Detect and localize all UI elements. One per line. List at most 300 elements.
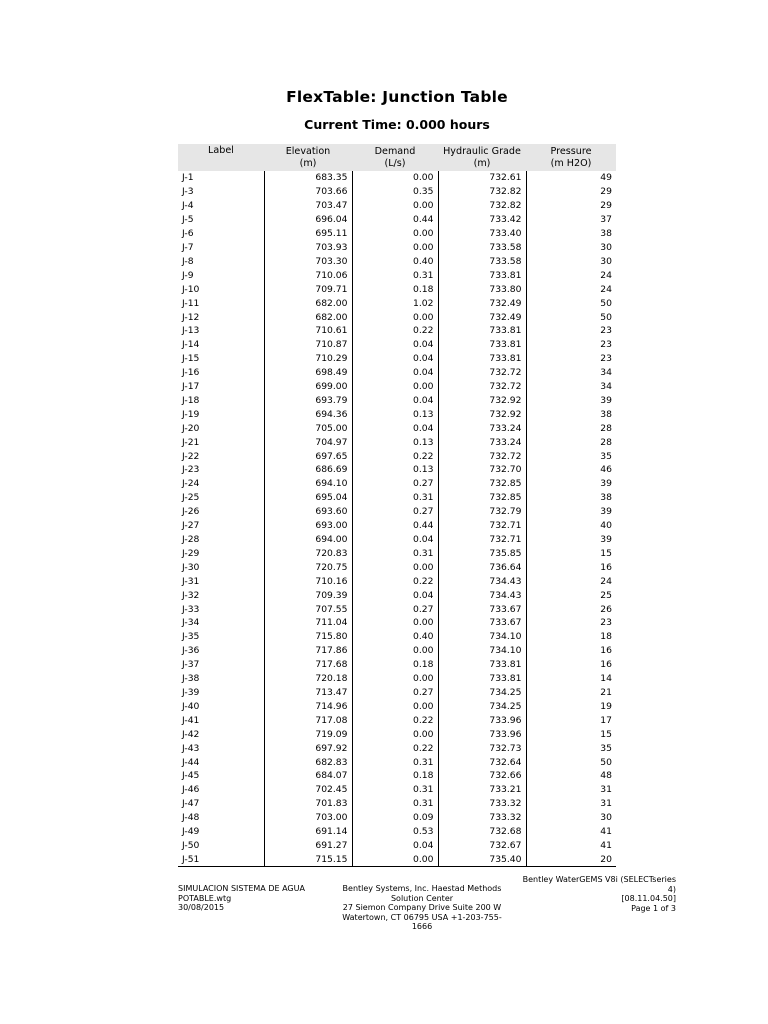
value-cell: 49 — [526, 171, 616, 185]
value-cell: 0.27 — [352, 477, 438, 491]
value-cell: 693.60 — [264, 505, 352, 519]
table-row — [178, 686, 616, 700]
junction-label-cell: J-19 — [182, 408, 200, 420]
value-cell: 703.00 — [264, 811, 352, 825]
value-cell: 0.40 — [352, 630, 438, 644]
table-row — [178, 421, 616, 435]
value-cell: 0.13 — [352, 463, 438, 477]
value-cell: 30 — [526, 254, 616, 268]
value-cell: 0.00 — [352, 560, 438, 574]
value-cell: 703.93 — [264, 241, 352, 255]
table-row — [178, 296, 616, 310]
junction-label-cell: J-15 — [182, 353, 200, 365]
value-cell: 28 — [526, 421, 616, 435]
table-row — [178, 380, 616, 394]
junction-label-cell: J-30 — [182, 561, 200, 573]
value-cell: 699.00 — [264, 380, 352, 394]
value-cell: 0.09 — [352, 811, 438, 825]
value-cell: 0.40 — [352, 254, 438, 268]
junction-label-cell: J-47 — [182, 798, 200, 810]
table-row — [178, 602, 616, 616]
junction-label-cell: J-6 — [182, 228, 194, 240]
junction-label-cell: J-29 — [182, 547, 200, 559]
value-cell: 29 — [526, 185, 616, 199]
value-cell: 701.83 — [264, 797, 352, 811]
table-row — [178, 811, 616, 825]
junction-label-cell: J-4 — [182, 200, 194, 212]
value-cell: 0.18 — [352, 769, 438, 783]
value-cell: 732.68 — [438, 825, 526, 839]
document-title: FlexTable: Junction Table — [286, 88, 508, 106]
value-cell: 713.47 — [264, 686, 352, 700]
junction-label-cell: J-27 — [182, 520, 200, 532]
value-cell: 40 — [526, 519, 616, 533]
junction-label-cell: J-5 — [182, 214, 194, 226]
value-cell: 0.04 — [352, 421, 438, 435]
junction-label-cell: J-11 — [182, 297, 200, 309]
value-cell: 710.61 — [264, 324, 352, 338]
value-cell: 732.64 — [438, 755, 526, 769]
value-cell: 733.32 — [438, 797, 526, 811]
value-cell: 29 — [526, 199, 616, 213]
value-cell: 732.66 — [438, 769, 526, 783]
value-cell: 705.00 — [264, 421, 352, 435]
value-cell: 0.44 — [352, 519, 438, 533]
value-cell: 694.10 — [264, 477, 352, 491]
junction-label-cell: J-22 — [182, 450, 200, 462]
value-cell: 696.04 — [264, 213, 352, 227]
value-cell: 732.61 — [438, 171, 526, 185]
value-cell: 26 — [526, 602, 616, 616]
value-cell: 0.04 — [352, 338, 438, 352]
table-row — [178, 839, 616, 853]
table-row — [178, 213, 616, 227]
junction-label-cell: J-43 — [182, 742, 200, 754]
footer-line: 30/08/2015 — [178, 903, 225, 913]
current-time-label: Current Time: 0.000 hours — [304, 117, 490, 132]
value-cell: 0.00 — [352, 616, 438, 630]
value-cell: 0.00 — [352, 852, 438, 866]
value-cell: 50 — [526, 296, 616, 310]
table-row — [178, 699, 616, 713]
table-row — [178, 407, 616, 421]
value-cell: 0.13 — [352, 435, 438, 449]
value-cell: 0.04 — [352, 366, 438, 380]
column-header-unit: (L/s) — [384, 157, 406, 169]
value-cell: 732.49 — [438, 296, 526, 310]
table-row — [178, 644, 616, 658]
value-cell: 735.85 — [438, 546, 526, 560]
junction-label-cell: J-7 — [182, 241, 194, 253]
table-row — [178, 282, 616, 296]
value-cell: 15 — [526, 727, 616, 741]
junction-label-cell: J-42 — [182, 728, 200, 740]
footer-line: Watertown, CT 06795 USA +1-203-755- — [342, 912, 502, 922]
value-cell: 0.22 — [352, 574, 438, 588]
value-cell: 711.04 — [264, 616, 352, 630]
table-row — [178, 352, 616, 366]
value-cell: 714.96 — [264, 699, 352, 713]
footer-software-info — [506, 875, 676, 913]
value-cell: 732.92 — [438, 394, 526, 408]
value-cell: 702.45 — [264, 783, 352, 797]
value-cell: 25 — [526, 588, 616, 602]
column-header — [526, 144, 616, 171]
value-cell: 732.70 — [438, 463, 526, 477]
table-row — [178, 741, 616, 755]
value-cell: 0.31 — [352, 546, 438, 560]
value-cell: 39 — [526, 505, 616, 519]
value-cell: 24 — [526, 268, 616, 282]
value-cell: 733.42 — [438, 213, 526, 227]
junction-table — [178, 144, 616, 867]
value-cell: 39 — [526, 394, 616, 408]
junction-label-cell: J-23 — [182, 464, 200, 476]
value-cell: 733.40 — [438, 227, 526, 241]
footer-line: SIMULACION SISTEMA DE AGUA — [178, 884, 305, 893]
junction-label-cell: J-14 — [182, 339, 200, 351]
value-cell: 720.83 — [264, 546, 352, 560]
table-row — [178, 755, 616, 769]
value-cell: 35 — [526, 449, 616, 463]
table-row — [178, 227, 616, 241]
value-cell: 733.96 — [438, 727, 526, 741]
value-cell: 31 — [526, 783, 616, 797]
value-cell: 732.82 — [438, 185, 526, 199]
junction-label-cell: J-48 — [182, 812, 200, 824]
value-cell: 710.29 — [264, 352, 352, 366]
value-cell: 734.10 — [438, 644, 526, 658]
junction-label-cell: J-25 — [182, 492, 200, 504]
table-row — [178, 241, 616, 255]
value-cell: 0.00 — [352, 310, 438, 324]
value-cell: 732.82 — [438, 199, 526, 213]
junction-label-cell: J-38 — [182, 673, 200, 685]
junction-label-cell: J-20 — [182, 422, 200, 434]
value-cell: 682.00 — [264, 296, 352, 310]
value-cell: 732.72 — [438, 366, 526, 380]
value-cell: 16 — [526, 644, 616, 658]
table-row — [178, 533, 616, 547]
value-cell: 0.53 — [352, 825, 438, 839]
value-cell: 0.31 — [352, 491, 438, 505]
value-cell: 691.14 — [264, 825, 352, 839]
value-cell: 0.00 — [352, 241, 438, 255]
value-cell: 50 — [526, 755, 616, 769]
value-cell: 0.04 — [352, 839, 438, 853]
value-cell: 695.04 — [264, 491, 352, 505]
value-cell: 733.58 — [438, 254, 526, 268]
value-cell: 0.31 — [352, 783, 438, 797]
value-cell: 30 — [526, 811, 616, 825]
value-cell: 48 — [526, 769, 616, 783]
junction-label-cell: J-3 — [182, 186, 194, 198]
junction-label-cell: J-8 — [182, 255, 194, 267]
value-cell: 18 — [526, 630, 616, 644]
footer-line: 27 Siemon Company Drive Suite 200 W — [342, 903, 502, 913]
value-cell: 30 — [526, 241, 616, 255]
value-cell: 717.86 — [264, 644, 352, 658]
junction-label-cell: J-39 — [182, 686, 200, 698]
value-cell: 715.15 — [264, 852, 352, 866]
value-cell: 710.87 — [264, 338, 352, 352]
value-cell: 46 — [526, 463, 616, 477]
value-cell: 732.72 — [438, 449, 526, 463]
table-row — [178, 616, 616, 630]
value-cell: 28 — [526, 435, 616, 449]
value-cell: 39 — [526, 477, 616, 491]
column-header-label: Hydraulic Grade — [443, 145, 521, 157]
value-cell: 709.39 — [264, 588, 352, 602]
value-cell: 683.35 — [264, 171, 352, 185]
table-header-row — [178, 144, 616, 171]
table-row — [178, 338, 616, 352]
junction-label-cell: J-24 — [182, 478, 200, 490]
junction-label-cell: J-34 — [182, 617, 200, 629]
value-cell: 682.00 — [264, 310, 352, 324]
value-cell: 732.92 — [438, 407, 526, 421]
footer-line: [08.11.04.50] — [621, 894, 676, 904]
value-cell: 0.00 — [352, 699, 438, 713]
value-cell: 23 — [526, 338, 616, 352]
value-cell: 710.16 — [264, 574, 352, 588]
junction-label-cell: J-18 — [182, 394, 200, 406]
table-row — [178, 199, 616, 213]
junction-label-cell: J-33 — [182, 603, 200, 615]
value-cell: 733.24 — [438, 421, 526, 435]
value-cell: 734.25 — [438, 686, 526, 700]
value-cell: 734.25 — [438, 699, 526, 713]
table-row — [178, 825, 616, 839]
value-cell: 41 — [526, 825, 616, 839]
value-cell: 717.68 — [264, 658, 352, 672]
value-cell: 732.85 — [438, 491, 526, 505]
value-cell: 694.00 — [264, 533, 352, 547]
junction-label-cell: J-37 — [182, 659, 200, 671]
value-cell: 709.71 — [264, 282, 352, 296]
junction-label-cell: J-13 — [182, 325, 200, 337]
value-cell: 41 — [526, 839, 616, 853]
value-cell: 736.64 — [438, 560, 526, 574]
value-cell: 733.81 — [438, 672, 526, 686]
junction-label-cell: J-28 — [182, 534, 200, 546]
table-row — [178, 394, 616, 408]
value-cell: 734.43 — [438, 588, 526, 602]
table-row — [178, 672, 616, 686]
value-cell: 0.00 — [352, 171, 438, 185]
value-cell: 733.81 — [438, 658, 526, 672]
column-header — [352, 144, 438, 171]
junction-label-cell: J-21 — [182, 436, 200, 448]
value-cell: 19 — [526, 699, 616, 713]
footer-line: POTABLE.wtg — [178, 893, 232, 903]
value-cell: 732.49 — [438, 310, 526, 324]
junction-label-cell: J-12 — [182, 311, 200, 323]
value-cell: 698.49 — [264, 366, 352, 380]
value-cell: 0.13 — [352, 407, 438, 421]
value-cell: 0.04 — [352, 588, 438, 602]
value-cell: 17 — [526, 713, 616, 727]
value-cell: 710.06 — [264, 268, 352, 282]
column-header-label: Label — [208, 145, 234, 156]
junction-label-cell: J-41 — [182, 714, 200, 726]
value-cell: 732.71 — [438, 533, 526, 547]
value-cell: 703.66 — [264, 185, 352, 199]
value-cell: 39 — [526, 533, 616, 547]
value-cell: 15 — [526, 546, 616, 560]
value-cell: 707.55 — [264, 602, 352, 616]
table-row — [178, 519, 616, 533]
junction-label-cell: J-35 — [182, 631, 200, 643]
column-header-unit: (m) — [473, 157, 491, 169]
table-row — [178, 727, 616, 741]
value-cell: 31 — [526, 797, 616, 811]
value-cell: 34 — [526, 380, 616, 394]
footer-line: 4) — [667, 884, 676, 894]
value-cell: 16 — [526, 658, 616, 672]
table-row — [178, 588, 616, 602]
table-row — [178, 185, 616, 199]
table-row — [178, 366, 616, 380]
value-cell: 715.80 — [264, 630, 352, 644]
value-cell: 703.30 — [264, 254, 352, 268]
value-cell: 733.21 — [438, 783, 526, 797]
value-cell: 0.22 — [352, 741, 438, 755]
value-cell: 686.69 — [264, 463, 352, 477]
value-cell: 734.10 — [438, 630, 526, 644]
value-cell: 733.24 — [438, 435, 526, 449]
value-cell: 733.58 — [438, 241, 526, 255]
table-row — [178, 630, 616, 644]
column-header — [178, 144, 264, 171]
table-row — [178, 324, 616, 338]
junction-label-cell: J-44 — [182, 756, 200, 768]
value-cell: 20 — [526, 852, 616, 866]
table-row — [178, 658, 616, 672]
value-cell: 38 — [526, 407, 616, 421]
footer-line: Bentley WaterGEMS V8i (SELECTseries — [522, 875, 676, 884]
value-cell: 732.79 — [438, 505, 526, 519]
value-cell: 0.00 — [352, 227, 438, 241]
table-body — [178, 171, 616, 867]
value-cell: 691.27 — [264, 839, 352, 853]
table-row — [178, 449, 616, 463]
value-cell: 0.22 — [352, 324, 438, 338]
value-cell: 733.81 — [438, 268, 526, 282]
value-cell: 0.04 — [352, 394, 438, 408]
table-row — [178, 171, 616, 185]
value-cell: 0.31 — [352, 268, 438, 282]
value-cell: 50 — [526, 310, 616, 324]
table-row — [178, 546, 616, 560]
junction-label-cell: J-10 — [182, 283, 200, 295]
value-cell: 0.00 — [352, 199, 438, 213]
value-cell: 704.97 — [264, 435, 352, 449]
value-cell: 732.85 — [438, 477, 526, 491]
table-row — [178, 310, 616, 324]
junction-label-cell: J-17 — [182, 381, 200, 393]
value-cell: 38 — [526, 491, 616, 505]
junction-label-cell: J-16 — [182, 367, 200, 379]
junction-label-cell: J-26 — [182, 506, 200, 518]
value-cell: 733.81 — [438, 324, 526, 338]
value-cell: 732.67 — [438, 839, 526, 853]
column-header — [438, 144, 526, 171]
table-row — [178, 477, 616, 491]
column-header-label: Pressure — [550, 145, 592, 157]
value-cell: 695.11 — [264, 227, 352, 241]
value-cell: 733.81 — [438, 352, 526, 366]
table-row — [178, 505, 616, 519]
footer-line: Solution Center — [390, 893, 454, 903]
value-cell: 21 — [526, 686, 616, 700]
table-row — [178, 852, 616, 866]
table-row — [178, 268, 616, 282]
value-cell: 693.79 — [264, 394, 352, 408]
value-cell: 0.31 — [352, 797, 438, 811]
junction-label-cell: J-36 — [182, 645, 200, 657]
table-row — [178, 463, 616, 477]
value-cell: 717.08 — [264, 713, 352, 727]
junction-label-cell: J-49 — [182, 826, 200, 838]
value-cell: 735.40 — [438, 852, 526, 866]
table-row — [178, 574, 616, 588]
column-header-unit: (m) — [299, 157, 317, 169]
value-cell: 16 — [526, 560, 616, 574]
footer-line: Page 1 of 3 — [631, 903, 676, 913]
value-cell: 733.32 — [438, 811, 526, 825]
value-cell: 697.65 — [264, 449, 352, 463]
value-cell: 0.00 — [352, 380, 438, 394]
junction-label-cell: J-46 — [182, 784, 200, 796]
value-cell: 0.27 — [352, 602, 438, 616]
table-row — [178, 769, 616, 783]
table-row — [178, 254, 616, 268]
value-cell: 732.72 — [438, 380, 526, 394]
value-cell: 35 — [526, 741, 616, 755]
value-cell: 733.81 — [438, 338, 526, 352]
table-row — [178, 560, 616, 574]
value-cell: 0.00 — [352, 672, 438, 686]
value-cell: 38 — [526, 227, 616, 241]
value-cell: 37 — [526, 213, 616, 227]
value-cell: 0.44 — [352, 213, 438, 227]
value-cell: 703.47 — [264, 199, 352, 213]
value-cell: 24 — [526, 282, 616, 296]
footer-file-info — [178, 884, 348, 913]
column-header — [264, 144, 352, 171]
value-cell: 0.04 — [352, 352, 438, 366]
value-cell: 0.22 — [352, 449, 438, 463]
table-row — [178, 491, 616, 505]
value-cell: 0.35 — [352, 185, 438, 199]
value-cell: 23 — [526, 352, 616, 366]
value-cell: 0.18 — [352, 282, 438, 296]
table-row — [178, 783, 616, 797]
value-cell: 0.31 — [352, 755, 438, 769]
value-cell: 23 — [526, 324, 616, 338]
value-cell: 0.27 — [352, 686, 438, 700]
value-cell: 682.83 — [264, 755, 352, 769]
table-row — [178, 797, 616, 811]
junction-label-cell: J-45 — [182, 770, 200, 782]
column-header-unit: (m H2O) — [550, 157, 592, 169]
junction-label-cell: J-51 — [182, 853, 200, 865]
value-cell: 24 — [526, 574, 616, 588]
value-cell: 693.00 — [264, 519, 352, 533]
value-cell: 733.80 — [438, 282, 526, 296]
table-row — [178, 435, 616, 449]
